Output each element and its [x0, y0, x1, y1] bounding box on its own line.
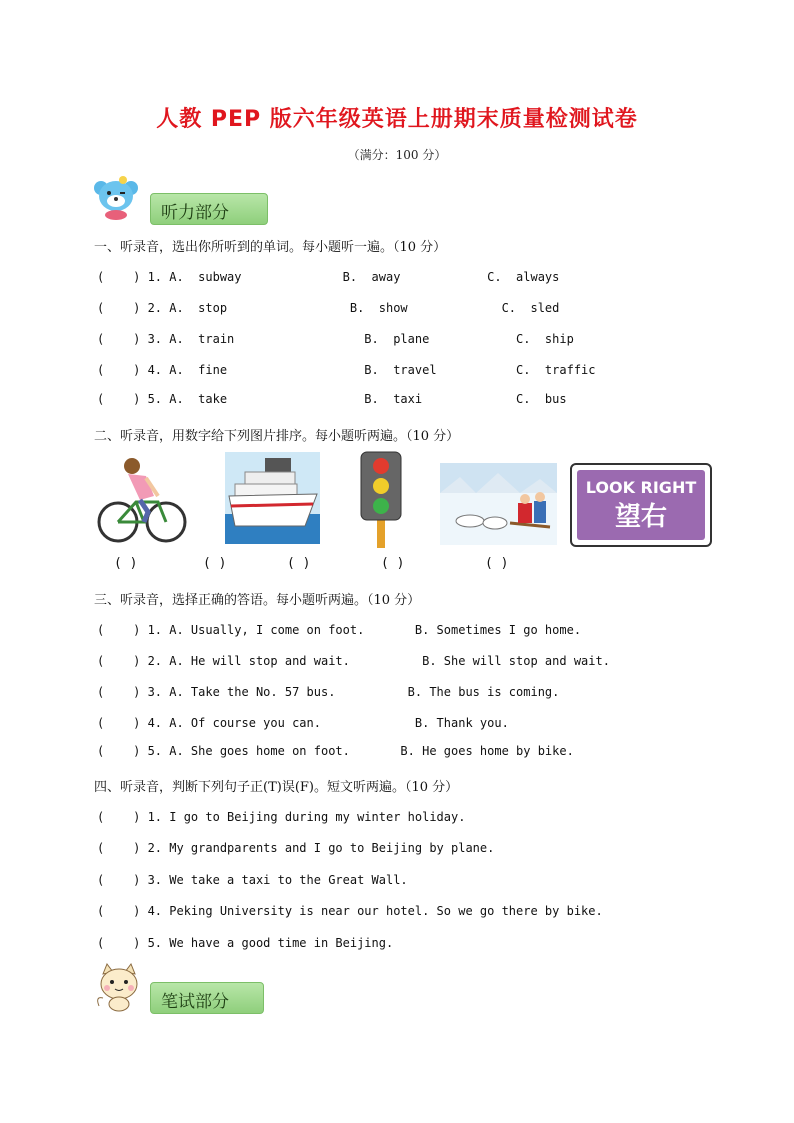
section-1-heading: 一、听录音，选出你所听到的单词。每小题听一遍。（10 分） — [94, 240, 447, 255]
page-title: 人教 PEP 版六年级英语上册期末质量检测试卷 — [156, 107, 638, 132]
section-2-heading: 二、听录音，用数字给下列图片排序。每小题听两遍。（10 分） — [94, 429, 460, 444]
question-line: ( ) 4. Peking University is near our hotel. So we go there by bike. — [97, 904, 603, 918]
bear-mascot-icon — [93, 174, 141, 220]
question-line: ( ) 1. I go to Beijing during my winter holiday. — [97, 810, 466, 824]
listening-section-banner — [150, 193, 268, 225]
question-line: ( ) 4. A. fine B. travel C. traffic — [97, 363, 596, 377]
question-line: ( ) 3. A. train B. plane C. ship — [97, 332, 574, 346]
question-line: ( ) 5. A. take B. taxi C. bus — [97, 392, 567, 406]
writing-section-banner — [150, 982, 264, 1014]
question-line: ( ) 5. A. She goes home on foot. B. He goes home by bike. — [97, 744, 574, 758]
sign-text-bottom: 望右 — [614, 502, 668, 532]
look-right-sign-picture — [570, 463, 712, 547]
answer-bracket[interactable]: ( ) — [203, 556, 227, 571]
answer-bracket[interactable]: ( ) — [485, 556, 509, 571]
question-line: ( ) 5. We have a good time in Beijing. — [97, 936, 394, 950]
question-line: ( ) 2. A. stop B. show C. sled — [97, 301, 560, 315]
bicycle-picture — [96, 456, 188, 544]
answer-bracket[interactable]: ( ) — [114, 556, 138, 571]
question-line: ( ) 1. A. Usually, I come on foot. B. Sometimes I go home. — [97, 623, 582, 637]
ship-picture — [225, 452, 320, 544]
answer-bracket[interactable]: ( ) — [381, 556, 405, 571]
banner-label: 听力部分 — [161, 203, 229, 223]
question-line: ( ) 2. My grandparents and I go to Beijing by plane. — [97, 841, 495, 855]
question-line: ( ) 3. A. Take the No. 57 bus. B. The bus is coming. — [97, 685, 560, 699]
answer-bracket[interactable]: ( ) — [287, 556, 311, 571]
question-line: ( ) 2. A. He will stop and wait. B. She will stop and wait. — [97, 654, 610, 668]
question-line: ( ) 1. A. subway B. away C. always — [97, 270, 560, 284]
sign-text-top: LOOK RIGHT — [585, 478, 697, 497]
section-3-heading: 三、听录音，选择正确的答语。每小题听两遍。（10 分） — [94, 593, 421, 608]
sled-picture — [440, 463, 557, 545]
traffic-light-picture — [358, 450, 404, 548]
cat-mascot-icon — [95, 962, 143, 1012]
question-line: ( ) 3. We take a taxi to the Great Wall. — [97, 873, 408, 887]
banner-label: 笔试部分 — [161, 992, 229, 1012]
section-4-heading: 四、听录音，判断下列句子正(T)误(F)。短文听两遍。（10 分） — [94, 780, 459, 795]
score-note: （满分：100 分） — [347, 148, 447, 162]
question-line: ( ) 4. A. Of course you can. B. Thank you. — [97, 716, 509, 730]
